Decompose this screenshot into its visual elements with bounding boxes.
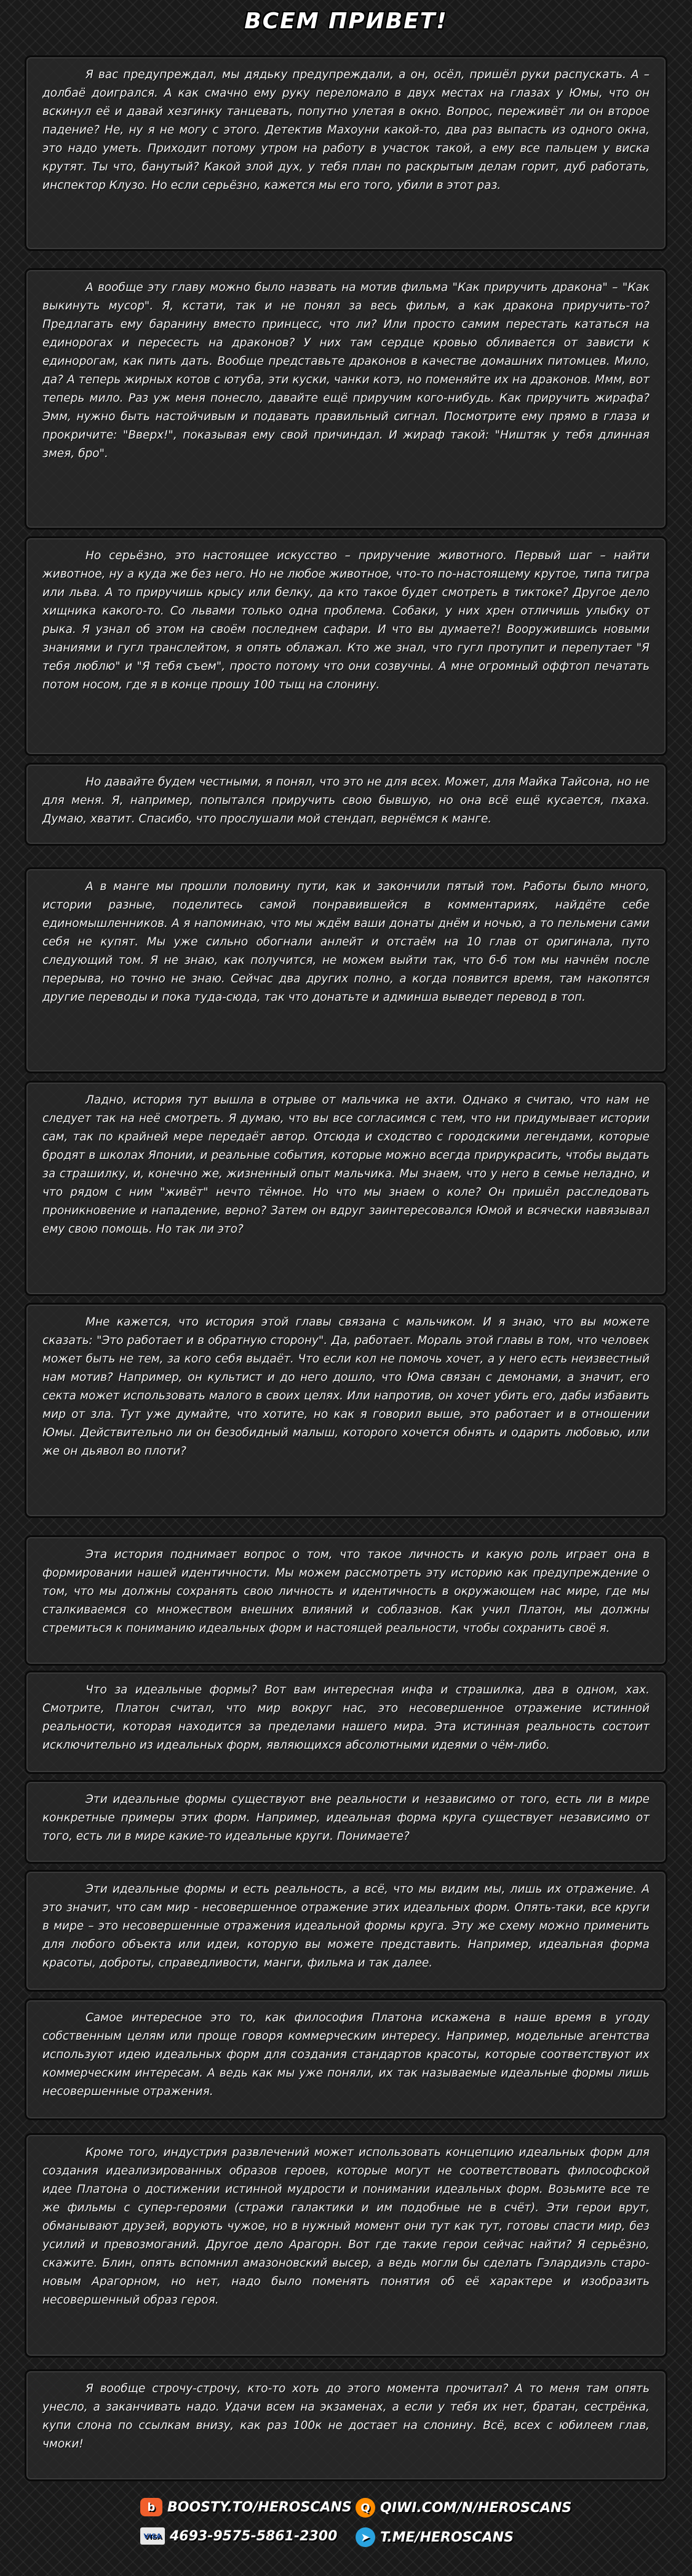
text-block-12 xyxy=(25,1998,667,2120)
text-block-9 xyxy=(25,1671,667,1774)
boosty-label: BOOSTY.TO/HEROSCANS xyxy=(167,2499,352,2515)
paragraph: А в манге мы прошли половину пути, как и закончили пятый том. Работы было много, истории разные, поделитесь самой понравившейся в комментариях, найдёте себе единомышленников. А я напоминаю, что мы ждём ваши донаты днём и ночью, а то пельмени сами себя не купят. Мы уже сильно обогнали анлейт и отстаём на 10 глав от оригинала, путо следующий том. Я не знаю, как получится, не можем выйти так, что б-б том мы начнём после перерыва, но точно не знаю. Сейчас два других полно, а когда появится время, там накопятся другие переводы и пока туда-сюда, так что донатьте и админша выведет перевод в топ. xyxy=(42,880,650,1004)
paragraph: Ладно, история тут вышла в отрыве от мальчика не ахти. Однако я считаю, что нам не следует так на неё смотреть. Я думаю, что вы все согласимся с тем, что ни придумывает истории сам, так по крайней мере передаёт автор. Отсюда и сходство с городскими легендами, которые бродят в школах Японии, и реальные события, которые можно всегда прирукрасить, чтобы выдать за страшилку, и, конечно же, жизненный опыт мальчика. Мы знаем, что у него в семье неладно, и что рядом с ним "живёт" нечто тёмное. Но что мы знаем о коле? Он пришёл расследовать проникновение и нападение, верно? Затем он вдруг заинтересовался Юмой и всячески навязывал ему свою помощь. Но так ли это? xyxy=(42,1094,650,1236)
bank-card-icon: VISA xyxy=(140,2527,165,2545)
text-block-10 xyxy=(25,1780,667,1864)
text-block-13 xyxy=(25,2133,667,2358)
footer-contacts xyxy=(0,2494,692,2562)
text-block-3 xyxy=(25,536,667,756)
text-block-6 xyxy=(25,1081,667,1296)
paragraph: А вообще эту главу можно было назвать на мотив фильма "Как приручить дракона" – "Как выкинуть мусор". Я, кстати, так и не понял за весь фильм, а как дракона приручить-то? Предлагать ему баранину вместо принцесс, что ли? Или просто самим перестать кататься на единорогах и пересесть на драконов? У них там сердце кровью обливается от зависти к единорогам, как пить дать. Вообще представьте драконов в качестве домашних питомцев. Мило, да? А теперь жирных котов с ютуба, эти куски, чанки котэ, но поменяйте их на драконов. Ммм, вот теперь мило. Раз уж меня понесло, давайте ещё приручим кого-нибудь. Как приручить жирафа? Эмм, нужно быть настойчивым и подавать правильный сигнал. Посмотрите ему прямо в глаза и прокричите: "Вверх!", показывая ему свой причиндал. И жираф такой: "Ништяк у тебя длинная змея, бро". xyxy=(42,281,650,460)
paragraph: Я вас предупреждал, мы дядьку предупреждали, а он, осёл, пришёл руки распускать. А – долбаё доигрался. А как смачно ему руку переломало в двух местах на глазах у Юмы, что он вскинул её и давай хезгинку танцевать, попутно улетая в окно. Вопрос, переживёт ли он второе падение? Не, ну я не могу с этого. Детектив Махоуни какой-то, два раз выпасть из одного окна, это надо уметь. Приходит потому утром на работу в участок такой, а ему все пальцем у виска крутят. Ты что, банутый? Какой злой дух, у тебя план по раскрытым делам горит, дуб работать, инспектор Клузо. Но если серьёзно, кажется мы его того, убили в этот раз. xyxy=(42,68,650,192)
text-block-5 xyxy=(25,867,667,1073)
paragraph: Но серьёзно, это настоящее искусство – приручение животного. Первый шаг – найти животное, ну а куда же без него. Но не любое животное, что-то по-настоящему крутое, типа тигра или льва. А то приручишь крысу или белку, да кто такое будет смотреть в тиктоке? Другое дело хищника какого-то. Со львами только одна проблема. Собаки, у них хрен отличишь улыбку от рыка. Я узнал об этом на своём последнем сафари. И что вы думаете?! Вооружившись новыми знаниями и гугл транслейтом, я опять облажал. Кто же знал, что гугл протупит и перепутает "Я тебя люблю" и "Я тебя съем", просто потому что они созвучны. А мне огромный оффтоп печатать потом носом, где я в конце прошу 100 тыщ на слонину. xyxy=(42,549,650,691)
paragraph: Эта история поднимает вопрос о том, что такое личность и какую роль играет она в формировании нашей идентичности. Мы можем рассмотреть эту историю как предупреждение о том, что мы должны сохранять свою личность и идентичность в окружающем нас мире, где мы сталкиваемся со множеством внешних влияний и соблазнов. Как учил Платон, мы должны стремиться к пониманию идеальных форм и настоящей реальности, чтобы сохранить своё я. xyxy=(42,1548,650,1635)
qiwi-link[interactable] xyxy=(356,2498,571,2518)
telegram-label: T.ME/HEROSCANS xyxy=(380,2529,514,2545)
paragraph: Мне кажется, что история этой главы связана с мальчиком. И я знаю, что вы можете сказать: "Это работает и в обратную сторону". Да, работает. Мораль этой главы в том, что человек может быть не тем, за кого себя выдаёт. Что если кол не помочь хочет, а у него есть неизвестный нам мотив? Например, он культист и до него дошло, что Юма связан с демонами, а значит, его секта может использовать малого в своих целях. Или напротив, он хочет убить его, дабы избавить мир от зла. Тут уже думайте, что хотите, но как я говорил выше, это работает и в отношении Юмы. Действительно ли он безобидный малыш, которого хочется обнять и одарить любовью, или же он дьявол во плоти? xyxy=(42,1316,650,1458)
text-block-14 xyxy=(25,2369,667,2481)
paragraph: Кроме того, индустрия развлечений может использовать концепцию идеальных форм для создания идеализированных образов героев, которые могут не соответствовать философской идее Платона о достижении истинной мудрости и понимании идеальных форм. Возьмите все те же фильмы с супер-героями (стражи галактики и им подобные не в счёт). Эти герои врут, обманывают друзей, ворують чужое, но в нужный момент они тут как тут, готовы спасти мир, без усилий и превозмоганий. Другое дело Арагорн. Вот где такие герои сейчас найти? Я серьёзно, скажите. Блин, опять вспомнил амазоновский высер, а ведь могли бы сделать Гэлардиэль старо-новым Арагорном, но нет, надо было поменять понятия об её характере и изобразить несовершенный образ героя. xyxy=(42,2146,650,2307)
text-block-1 xyxy=(25,55,667,251)
paragraph: Что за идеальные формы? Вот вам интересная инфа и страшилка, два в одном, хах. Смотрите, Платон считал, что мир вокруг нас, это несовершенное отражение истинной реальности, которая находится за пределами нашего мира. Эта истинная реальность состоит исключительно из идеальных форм, являющихся абсолютными идеями о чём-либо. xyxy=(42,1684,650,1752)
telegram-link[interactable] xyxy=(356,2527,514,2547)
boosty-link[interactable] xyxy=(140,2498,352,2516)
text-block-4 xyxy=(25,763,667,846)
paragraph: Самое интересное это то, как философия Платона искажена в наше время в угоду собственным целям или проще говоря коммерческим интересу. Например, модельные агентства используют идею идеальных форм для создания стандартов красоты, которые соответствуют их коммерческим интересам. А ведь как мы уже поняли, их так называемые идеальные формы лишь несовершенные отражения. xyxy=(42,2011,650,2098)
text-block-11 xyxy=(25,1870,667,1992)
text-block-2 xyxy=(25,268,667,530)
paragraph: Я вообще строчу-строчу, кто-то хоть до этого момента прочитал? А то меня там опять унесло, а заканчивать надо. Удачи всем на экзаменах, а если у тебя их нет, братан, сестрёнка, купи слона по ссылкам внизу, как раз 100к не достает на слонину. Всё, всех с юбилеем глав, чмоки! xyxy=(42,2382,650,2451)
telegram-icon: ➤ xyxy=(356,2527,375,2547)
page-title: ВСЕМ ПРИВЕТ! xyxy=(244,9,448,34)
qiwi-icon: Q xyxy=(356,2498,375,2518)
paragraph: Эти идеальные формы и есть реальность, а всё, что мы видим мы, лишь их отражение. А это значит, что сам мир - несовершенное отражение этих идеальных форм. Опять-таки, все круги в мире – это несовершенные отражения идеальной формы круга. Эту же схему можно применить для любого объекта или идеи, которую вы можете представить. Например, идеальная форма красоты, доброты, справедливости, манги, фильма и так далее. xyxy=(42,1883,650,1970)
paragraph: Эти идеальные формы существуют вне реальности и независимо от того, есть ли в мире конкретные примеры этих форм. Например, идеальная форма круга существует независимо от того, есть ли в мире какие-то идеальные круги. Понимаете? xyxy=(42,1793,650,1843)
boosty-icon: b xyxy=(140,2498,162,2516)
paragraph: Но давайте будем честными, я понял, что это не для всех. Может, для Майка Тайсона, но не для меня. Я, например, попытался приручить свою бывшую, но она всё ещё кусается, пхаха. Думаю, хватит. Спасибо, что прослушали мой стендап, вернёмся к манге. xyxy=(42,776,650,825)
qiwi-label: QIWI.COM/N/HEROSCANS xyxy=(380,2500,572,2516)
card-number-label: 4693-9575-5861-2300 xyxy=(170,2528,338,2544)
card-number xyxy=(140,2527,337,2545)
text-block-7 xyxy=(25,1303,667,1518)
text-block-8 xyxy=(25,1535,667,1666)
